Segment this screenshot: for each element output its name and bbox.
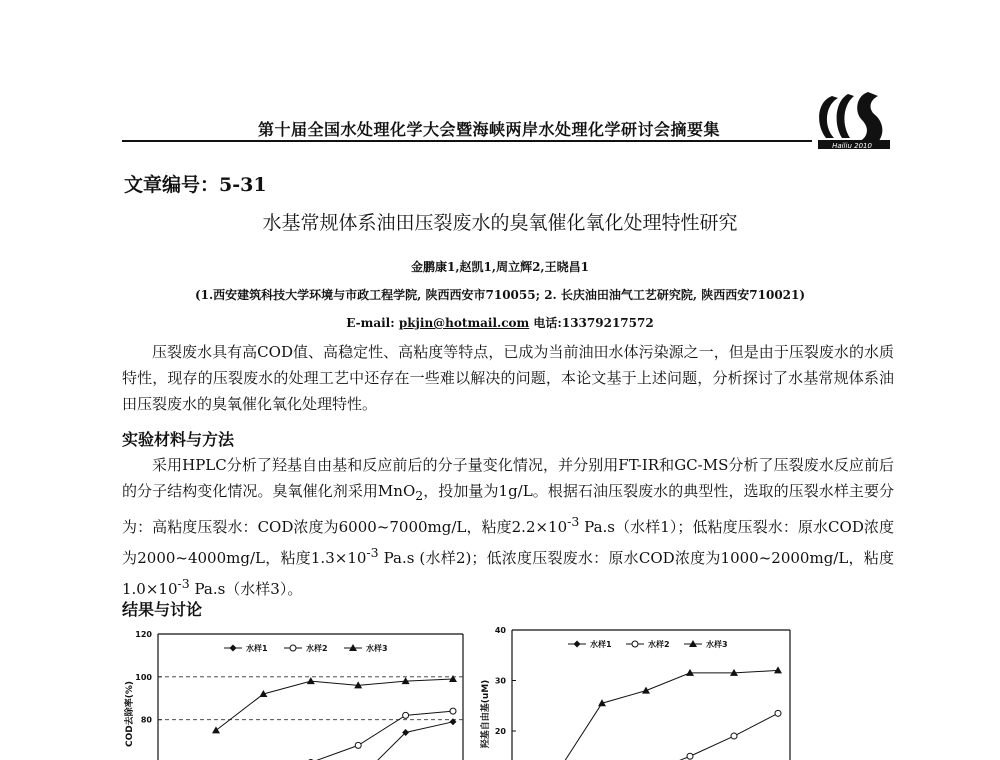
abstract-paragraph: 压裂废水具有高COD值、高稳定性、高粘度等特点，已成为当前油田水体污染源之一，但是由于压裂废水的水质特性，现存的压裂废水的处理工艺中还存在一些难以解决的问题，本论文基于上述问题，分析探讨了水基常规体系油田压裂废水的臭氧催化氧化处理特性。 (122, 343, 894, 413)
legend-marker (632, 641, 638, 647)
methods-paragraph (122, 452, 894, 602)
subscript-2: 2 (415, 488, 424, 503)
legend-marker (230, 645, 237, 652)
methods-text-a: 采用HPLC分析了羟基自由基和反应前后的分子量变化情况，并分别用FT-IR和GC-MS分析了压裂废水反应前后的分子结构变化情况。臭氧催化剂采用MnO (122, 456, 894, 500)
methods-text-e: Pa.s（水样3）。 (189, 580, 303, 598)
methods-text-b: ，投加量为1g/L。根据石油压裂废水的典型性，选取的压裂水样主要分为：高粘度压裂水：COD浓度为6000~7000mg/L，粘度2.2×10 (122, 482, 894, 536)
data-point-3 (774, 666, 782, 673)
series-line-3 (558, 670, 778, 760)
proceedings-header-title: 第十届全国水处理化学大会暨海峡两岸水处理化学研讨会摘要集 (258, 120, 721, 139)
conference-logo (812, 90, 894, 152)
header-rule (122, 140, 812, 142)
article-number: 文章编号：5-31 (124, 174, 267, 196)
y-tick-label: 120 (135, 630, 152, 639)
data-point-2 (687, 753, 693, 759)
authors: 金鹏康1,赵凯1,周立辉2,王晓昌1 (411, 260, 589, 274)
data-point-2 (355, 742, 361, 748)
superscript-exp-2: -3 (366, 545, 379, 560)
affiliations: (1.西安建筑科技大学环境与市政工程学院, 陕西西安市710055; 2. 长庆油田油气工艺研究院, 陕西西安710021) (194, 288, 806, 302)
hydroxyl-radical-chart (478, 622, 796, 760)
legend-label: 水样1 (590, 640, 612, 649)
y-axis-label: COD去除率(%) (125, 681, 135, 747)
svg-text:Hailiu 2010: Hailiu 2010 (832, 142, 872, 150)
section-heading-results: 结果与讨论 (122, 600, 203, 619)
data-point-2 (775, 710, 781, 716)
contact-line (0, 314, 1000, 331)
legend-label: 水样3 (366, 644, 388, 653)
y-tick-label: 20 (494, 727, 506, 736)
legend-label: 水样3 (706, 640, 728, 649)
legend-label: 水样1 (246, 644, 268, 653)
data-point-2 (731, 733, 737, 739)
methods-text-d: Pa.s (水样2)；低浓度压裂废水：原水COD浓度为1000~2000mg/L，粘度1.0×10 (122, 549, 894, 598)
cod-removal-chart (118, 622, 470, 760)
data-point-3 (642, 687, 650, 694)
section-heading-methods: 实验材料与方法 (122, 430, 235, 449)
y-tick-label: 30 (494, 676, 506, 686)
email-label: E-mail: (346, 316, 399, 330)
legend-marker (290, 645, 296, 651)
y-axis-label: 羟基自由基(uM) (481, 679, 491, 749)
legend-label: 水样2 (648, 640, 670, 649)
phone: 电话:13379217572 (529, 316, 654, 330)
data-point-3 (307, 677, 315, 684)
y-tick-label: 80 (140, 715, 152, 725)
superscript-exp-3: -3 (177, 576, 190, 591)
legend-marker (574, 641, 581, 648)
y-tick-label: 100 (135, 672, 152, 682)
data-point-3 (212, 726, 220, 733)
data-point-2 (403, 712, 409, 718)
paper-title: 水基常规体系油田压裂废水的臭氧催化氧化处理特性研究 (262, 212, 738, 234)
series-line-2 (216, 711, 453, 760)
email-link[interactable]: pkjin@hotmail.com (398, 316, 530, 330)
data-point-2 (450, 708, 456, 714)
methods-text-c: Pa.s（水样1）；低粘度压裂水：原水COD浓度为2000~4000mg/L，粘度1.3×10 (122, 518, 894, 567)
series-line-3 (216, 679, 453, 730)
data-point-3 (686, 669, 694, 676)
y-tick-label: 40 (494, 626, 506, 635)
superscript-exp-1: -3 (567, 514, 580, 529)
data-point-3 (449, 675, 457, 682)
legend-label: 水样2 (306, 644, 328, 653)
